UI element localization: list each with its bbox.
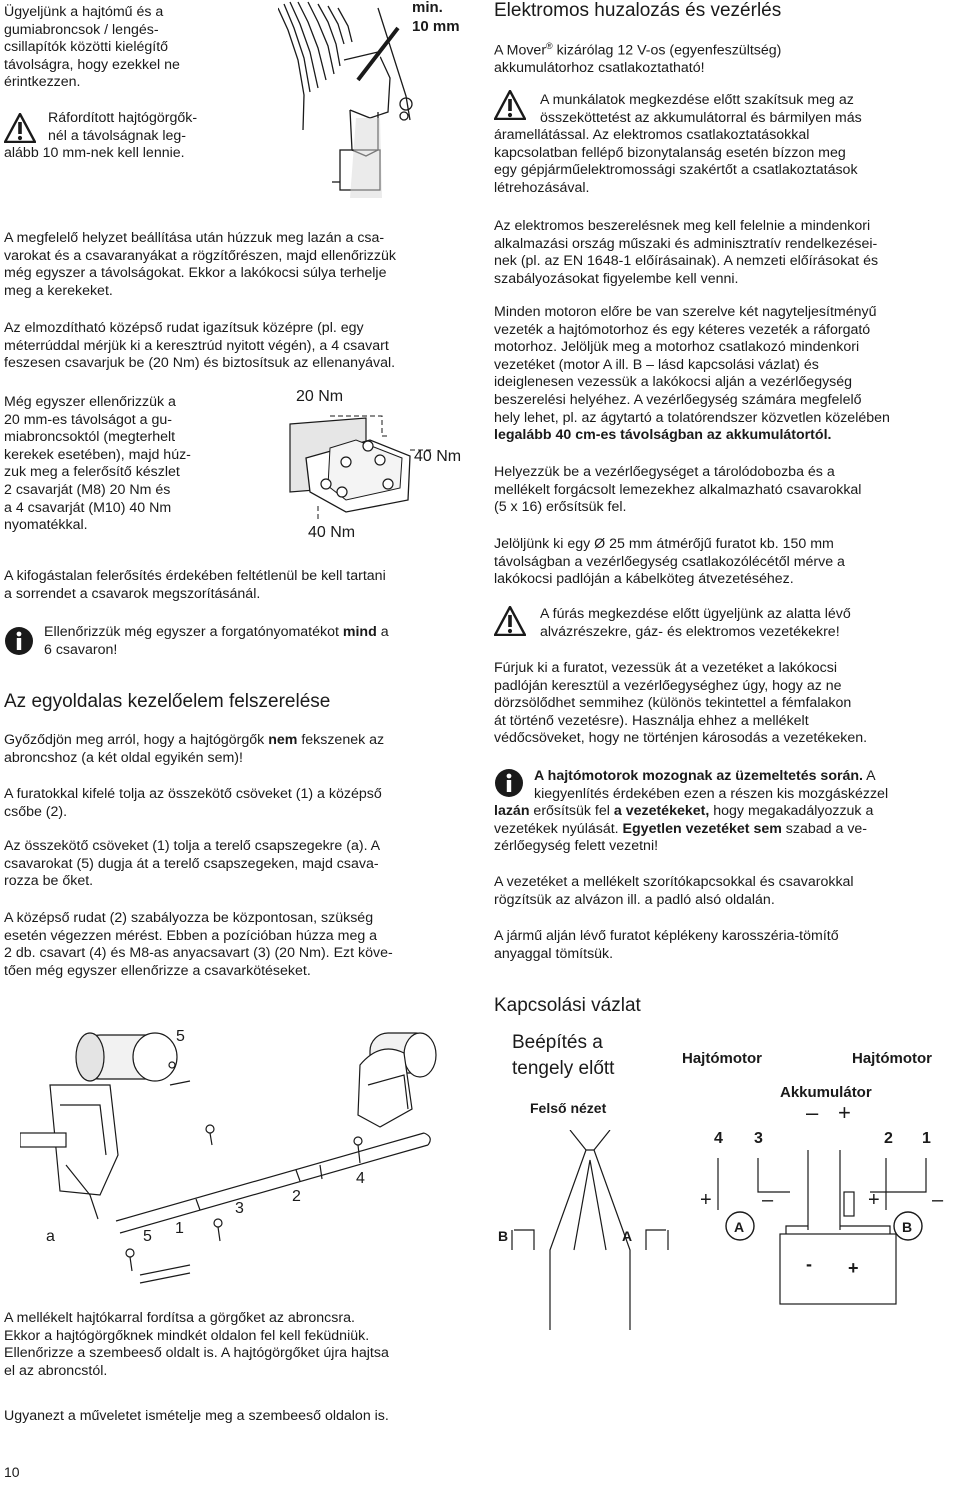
paragraph (4, 568, 474, 603)
plus-sign: + (868, 1189, 880, 1211)
text: A Mover (494, 42, 547, 59)
text-line: padlóján keresztül a vezérlőegységhez úgy, hogy az ne (494, 677, 842, 694)
text-line: összeköttetést az akkumulátorral és bármilyen más (540, 109, 862, 126)
text-line: a 4 csavarját (M10) 40 Nm (4, 499, 172, 516)
text-line: zuk meg a felerősítő készlet (4, 464, 180, 481)
text-line: (5 x 16) erősítsük fel. (494, 499, 627, 516)
text-bold: a vezetékeket, (613, 803, 710, 820)
text-line: távolságban a vezérlőegység csatlakozólécétől mérve a (494, 553, 845, 570)
text-line: tően még egyszer ellenőrizze a csavarkötéseket. (4, 962, 311, 979)
text-line: tengely előtt (512, 1058, 615, 1079)
install-position-label (512, 1030, 614, 1082)
text-line: Helyezzük be a vezérlőegységet a tárolódobozba és a (494, 464, 835, 480)
battery-plus: + (848, 1258, 859, 1278)
text-line: lakókocsi padlóján a kábelköteg átvezetéséhez. (494, 571, 794, 588)
text: erősítsük fel (529, 803, 614, 820)
text-line: esetén végezzen mérést. Ebben a pozícióban húzza meg a (4, 927, 378, 944)
text-line: Még egyszer ellenőrizzük a (4, 394, 176, 410)
paragraph (494, 464, 954, 517)
torque-bracket-figure (270, 388, 480, 548)
warning-text (540, 606, 954, 641)
part-label: 5 (143, 1228, 152, 1245)
paragraph (494, 304, 954, 445)
top-view-label: Felső nézet (530, 1100, 607, 1116)
info-note (494, 768, 954, 856)
text-line: rozza be őket. (4, 873, 94, 890)
text-line: A középső rudat (2) szabályozza be központosan, szükség (4, 910, 374, 926)
motor-b-letter: B (902, 1219, 913, 1235)
text-line: alvázrészekre, gáz- és elektromos vezetékekre! (540, 623, 840, 640)
text: kizárólag 12 V-os (egyenfeszültség) (552, 42, 782, 59)
terminal-label: 4 (714, 1130, 723, 1147)
text-bold: A hajtómotorok mozognak az üzemeltetés során. (534, 768, 863, 784)
torque-label-20: 20 Nm (296, 388, 344, 405)
paragraph (4, 394, 244, 535)
text-line: nél a távolságnak leg- (48, 127, 187, 144)
motor-label-left: Hajtómotor (682, 1050, 762, 1067)
text-line: zérlőegység felett vezetni! (494, 838, 659, 855)
text-line: Ellenőrizze a szembeeső oldalt is. A hajtógörgőket újra hajtsa (4, 1345, 389, 1362)
text-line: dörzsölődhet semmihez (különös tekintettel a fémfalakon (494, 695, 852, 712)
schema-heading: Kapcsolási vázlat (494, 995, 641, 1016)
text-line: gumiabroncsok / lengés- (4, 21, 159, 38)
paragraph (4, 732, 474, 767)
intro-text (4, 4, 244, 92)
text: szabad a ve- (781, 820, 868, 837)
text-line: méterrúddal mérjük ki a keresztrúd nyitott végén), a 4 csavart (4, 337, 389, 354)
text-line: Minden motoron előre be van szerelve két nagyteljesítményű (494, 304, 877, 320)
text-line: Az elmozdítható középső rudat igazítsuk középre (pl. egy (4, 320, 364, 336)
min-label: min. (412, 0, 443, 16)
paragraph (4, 320, 474, 373)
text-line: akkumulátorhoz csatlakoztatható! (494, 60, 705, 77)
part-label: 3 (235, 1200, 244, 1217)
warning-text (494, 92, 954, 198)
part-label: 1 (175, 1220, 184, 1237)
text-line: hely lehet, pl. az ágytartó a tolatórendszer közvetlen közelében (494, 409, 890, 426)
motor-a-letter: A (734, 1219, 745, 1235)
text-line: varokat és a csavaranyákat a rögzítőrészen, majd ellenőrizzük (4, 247, 396, 264)
text-line: kiegyenlítés érdekében ezen a részen kis mozgáskézzel (534, 785, 889, 802)
wiring-schematic (490, 1130, 956, 1330)
text-line: Ügyeljünk a hajtómű és a (4, 4, 164, 20)
terminal-label: 2 (884, 1130, 893, 1147)
warning-text (4, 110, 244, 163)
text-line: legalább 40 cm-es távolságban az akkumulátortól. (494, 427, 832, 444)
torque-label-40: 40 Nm (308, 524, 356, 541)
battery-label: Akkumulátor (780, 1084, 872, 1101)
terminal-label: 1 (922, 1130, 931, 1147)
plus-sign: + (838, 1100, 851, 1125)
text-line: anyaggal tömítsük. (494, 945, 614, 962)
text-line: beszerelési helyéhez. A vezérlőegység számára megfelelő (494, 391, 862, 408)
registered-mark: ® (546, 41, 553, 51)
text-line: mellékelt forgácsolt lemezekhez alkalmazható csavarokkal (494, 481, 862, 498)
text-line: Az összekötő csöveket (1) tolja a terelő csapszegekre (a). A (4, 838, 381, 854)
assembly-figure (20, 1005, 460, 1285)
info-note (44, 624, 474, 659)
text-line: alkalmazási ország műszaki és adminisztratív rendelkezései- (494, 235, 878, 252)
text-line: 2 db. csavart (4) és M8-as anyacsavart (3) (20 Nm). Ezt köve- (4, 945, 393, 962)
text-line: Jelöljünk ki egy Ø 25 mm átmérőjű furatot kb. 150 mm (494, 536, 834, 552)
text: Győződjön meg arról, hogy a hajtógörgők (4, 732, 269, 748)
minus-sign: – (932, 1189, 944, 1211)
mm-label: 10 mm (412, 18, 460, 35)
section-heading: Elektromos huzalozás és vezérlés (494, 0, 782, 21)
text-line: A kifogástalan felerősítés érdekében feltétlenül be kell tartani (4, 568, 386, 584)
paragraph (4, 910, 474, 980)
text-line: egy gépjárműelektromossági szakértőt a csatlakoztatások (494, 162, 858, 179)
text-line: kerekek esetében), majd húz- (4, 446, 191, 463)
text-line: A vezetéket a mellékelt szorítókapcsokkal és csavarokkal (494, 874, 854, 890)
text-line: motorhoz. Jelöljük meg a motorhoz csatlakozó mindenkori (494, 339, 860, 356)
paragraph (494, 536, 954, 589)
part-label: a (46, 1228, 55, 1245)
text-bold: Egyetlen vezetéket sem (622, 820, 782, 837)
text-line: Az elektromos beszerelésnek meg kell felelnie a mindenkori (494, 218, 871, 234)
text-line: Beépítés a (512, 1032, 603, 1053)
text-line: csőbe (2). (4, 803, 68, 820)
minus-sign: – (762, 1189, 774, 1211)
text-line: A megfelelő helyzet beállítása után húzzuk meg lazán a csa- (4, 230, 385, 246)
text-line: feszesen csavarjuk be (20 Nm) és biztosítsuk az ellenanyával. (4, 355, 396, 372)
text-line: még egyszer a távolságokat. Ekkor a lakókocsi súlya terhelje (4, 265, 387, 282)
text-line: rögzítsük az alvázon ill. a padló alsó oldalán. (494, 891, 775, 908)
text-line: Ugyanezt a műveletet ismételje meg a szembeeső oldalon is. (4, 1408, 389, 1424)
text: fekszenek az (297, 732, 385, 748)
warning-icon (494, 606, 526, 636)
paragraph (494, 660, 954, 748)
part-label: 2 (292, 1188, 301, 1205)
text-line: meg a kerekeket. (4, 282, 113, 299)
battery-minus: - (806, 1254, 812, 1274)
section-heading: Az egyoldalas kezelőelem felszerelése (4, 691, 331, 712)
text-bold: mind (342, 624, 377, 640)
text-line: 6 csavaron! (44, 641, 118, 658)
text-line: védőcsöveket, hogy ne történjen károsodás a vezetékeken. (494, 730, 868, 747)
text-bold: lazán (494, 803, 530, 820)
minus-sign: – (806, 1100, 819, 1125)
text-line: vezeték a hajtómotorhoz és egy kéteres vezeték a ráforgató (494, 321, 871, 338)
plus-sign: + (700, 1189, 712, 1211)
text-line: Ráfordított hajtógörgők- (48, 110, 198, 126)
text-line: miabroncsoktól (megterhelt (4, 429, 176, 446)
part-label: 5 (176, 1028, 185, 1045)
text-line: A mellékelt hajtókarral fordítsa a görgőket az abroncsra. (4, 1310, 355, 1326)
text-line: ideiglenesen vezessük a lakókocsi alján a vezérlőegység (494, 374, 853, 391)
text-line: 2 csavarját (M8) 20 Nm és (4, 481, 171, 498)
info-icon (4, 626, 34, 656)
text-bold: nem (268, 732, 298, 748)
terminal-label: 3 (754, 1130, 763, 1147)
text: a (376, 624, 389, 640)
text-line: el az abroncstól. (4, 1362, 108, 1379)
motor-b-label: B (498, 1228, 509, 1244)
paragraph (4, 1408, 474, 1426)
text-line: csillapítók közötti kielégítő (4, 39, 169, 56)
motor-a-label: A (622, 1228, 633, 1244)
text-line: át történő vezetésre). Használja ehhez a mellékelt (494, 712, 809, 729)
paragraph (494, 874, 954, 909)
torque-label-40: 40 Nm (414, 448, 462, 465)
text-line: csavarokat (5) dugja át a terelő csapszegeken, majd csava- (4, 855, 379, 872)
text-line: A furatokkal kifelé tolja az összekötő csöveket (1) a középső (4, 786, 382, 802)
text-line: távolságra, hogy ezekkel ne (4, 56, 180, 73)
paragraph (4, 838, 474, 891)
text-line: áramellátással. Az elektromos csatlakoztatásokkal (494, 127, 810, 144)
paragraph (4, 786, 474, 821)
text-line: abroncshoz (a két oldal egyikén sem)! (4, 749, 243, 766)
text-line: nyomatékkal. (4, 517, 88, 534)
text-line: Ekkor a hajtógörgőknek mindkét oldalon fel kell feküdniük. (4, 1327, 370, 1344)
motor-label-right: Hajtómotor (852, 1050, 932, 1067)
text-line: a sorrendet a csavarok megszorításánál. (4, 585, 261, 602)
paragraph (4, 230, 474, 300)
text-line: kapcsolatban fellépő bizonytalanság esetén bízzon meg (494, 144, 846, 161)
text: vezetékek nyúlását. (494, 820, 623, 837)
text-line: Fúrjuk ki a furatot, vezessük át a vezetéket a lakókocsi (494, 660, 838, 676)
paragraph (494, 38, 954, 78)
text-line: létrehozásával. (494, 179, 590, 196)
text: Ellenőrizzük még egyszer a forgatónyomatékot (44, 624, 343, 640)
text-line: A munkálatok megkezdése előtt szakítsuk meg az (540, 92, 854, 108)
text-line: alább 10 mm-nek kell lennie. (4, 145, 185, 162)
paragraph (494, 928, 954, 963)
page-number: 10 (4, 1464, 20, 1480)
text-line: A jármű alján lévő furatot képlékeny karosszéria-tömítő (494, 928, 839, 944)
text-line: A fúrás megkezdése előtt ügyeljünk az alatta lévő (540, 606, 851, 622)
paragraph (4, 1310, 474, 1380)
text-line: 20 mm-es távolságot a gu- (4, 411, 172, 428)
text-line: nek (pl. az EN 1648-1 előírásainak). A nemzeti előírásokat és (494, 253, 879, 270)
text: A (863, 768, 876, 784)
paragraph (494, 218, 954, 288)
text-line: vezetéket (motor A ill. B – lásd kapcsolási vázlat) és (494, 356, 819, 373)
text: hogy megakadályozzuk a (709, 803, 874, 820)
part-label: 4 (356, 1170, 365, 1187)
text-line: szabályozásokat figyelembe kell venni. (494, 270, 739, 287)
text-line: érintkezzen. (4, 74, 81, 91)
